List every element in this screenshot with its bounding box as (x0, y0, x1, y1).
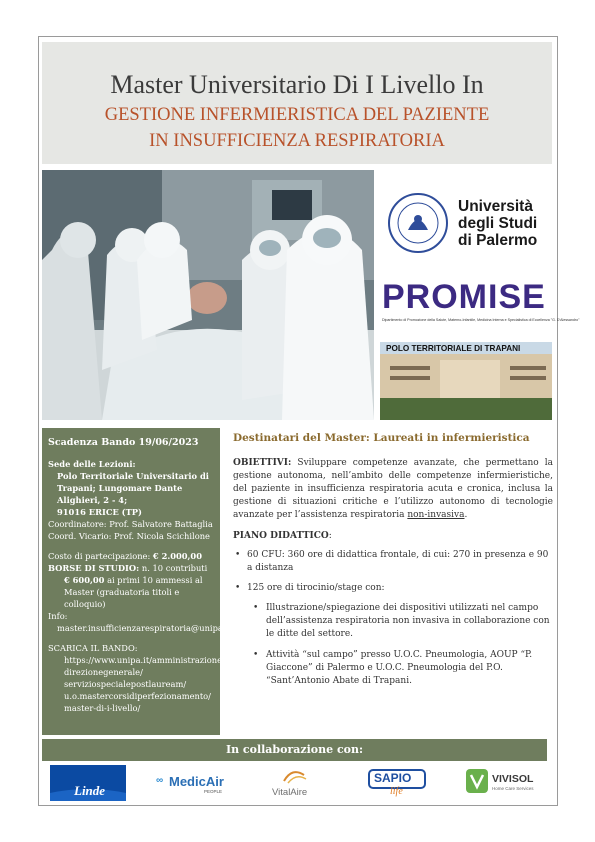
page-subtitle-line2: IN INSUFFICIENZA RESPIRATORIA (149, 131, 445, 151)
institution-logos (380, 170, 580, 420)
polo-trapani-photo (380, 342, 552, 420)
page-title: Master Universitario Di I Livello In (110, 70, 484, 99)
medicair-logo (156, 765, 226, 801)
sede-line-1: Polo Territoriale Universitario di (57, 471, 209, 481)
vivisol-logo-subtext: Home Care Services (492, 786, 534, 791)
bando-url-line-2[interactable]: direzionegenerale/ (64, 667, 143, 677)
bando-url-line-4[interactable]: u.o.mastercorsidiperfezionamento/ (64, 691, 211, 701)
promise-logo-text: PROMISE (382, 278, 546, 316)
borse-di-studio: BORSE DI STUDIO: n. 10 contributi (48, 563, 208, 573)
sede-line-2: Trapani; Lungomare Dante (57, 483, 183, 493)
obiettivi-paragraph: OBIETTIVI: Sviluppare competenze avanzate, che permettano la gestione autonoma, nell’ambito delle competenze infermieristiche, del paziente in insufficienza respiratoria acuta e cronica, inclusa la gestione di situazioni critiche e l’utilizzo autonomo di tecnologie avanzate per l’assistenza respiratoria non-invasiva. (233, 458, 553, 520)
medical-team-photo (42, 170, 374, 420)
vivisol-logo-text: VIVISOL (492, 773, 534, 785)
medicair-logo-subtext: PEOPLE (204, 789, 223, 794)
destinatari-heading: Destinatari del Master: Laureati in infermieristica (233, 432, 530, 444)
info-box (42, 428, 232, 735)
coordinatore: Coordinatore: Prof. Salvatore Battaglia (48, 519, 213, 529)
unipa-logo-text: Università degli Studi di Palermo (458, 198, 538, 249)
borse-amount: € 600,00 ai primi 10 ammessi al (64, 575, 203, 585)
linde-logo-text: Linde (74, 783, 106, 798)
medicair-logo-text: MedicAir (169, 774, 224, 789)
scarica-label: SCARICA IL BANDO: (48, 643, 138, 653)
sede-line-3: Alighieri, 2 - 4; (57, 495, 128, 505)
promise-logo (380, 278, 580, 328)
vitalaire-logo-text: VitalAire (272, 787, 308, 798)
bando-url-line-5[interactable]: master-di-i-livello/ (64, 703, 141, 713)
unipa-seal-icon (386, 192, 450, 254)
vivisol-logo (466, 765, 546, 801)
linde-logo (50, 765, 126, 801)
bullet-tirocinio: • 125 ore di tirocinio/stage con: (233, 582, 553, 595)
sede-label: Sede delle Lezioni: (48, 459, 136, 469)
collaboration-banner: In collaborazione con: (42, 739, 547, 761)
promise-logo-subtitle: Dipartimento di Promozione della Salute, Materno-Infantile, Medicina Interna e Specialistica di Eccellenza "G. D'Alessandro" (382, 318, 580, 322)
header-banner (42, 42, 552, 164)
bullet-cfu: • 60 CFU: 360 ore di didattica frontale, di cui: 270 in presenza e 90 a distanza (233, 549, 553, 575)
page-subtitle-line1: GESTIONE INFERMIERISTICA DEL PAZIENTE (104, 105, 490, 125)
deadline: Scadenza Bando 19/06/2023 (48, 437, 199, 448)
vitalaire-logo (270, 765, 318, 801)
info-label: Info: (48, 611, 68, 621)
vivisol-icon (466, 769, 488, 793)
sapio-logo-text: SAPIO (374, 771, 412, 785)
coord-vicario: Coord. Vicario: Prof. Nicola Scichilone (48, 531, 210, 541)
medicair-icon: ∞ (156, 775, 164, 786)
info-email-link[interactable]: master.insufficienzarespiratoria@unipa.it (57, 623, 232, 633)
sub-bullet-dispositivi: • Illustrazione/spiegazione dei dispositivi utilizzati nel campo dell’assistenza respiratoria non invasiva in collaborazione con le ditte del settore. (233, 602, 553, 641)
course-details (233, 432, 553, 696)
sapio-life-text: life (390, 786, 403, 797)
sapio-logo (368, 765, 426, 801)
borse-note: Master (graduatoria titoli e colloquio) (64, 587, 180, 609)
piano-didattico-heading: PIANO DIDATTICO: (233, 531, 332, 541)
bando-url-line-1[interactable]: https://www.unipa.it/amministrazione/ (64, 655, 225, 665)
sede-line-4: 91016 ERICE (TP) (57, 507, 142, 517)
bando-url-line-3[interactable]: serviziospecialepostlauream/ (64, 679, 187, 689)
unipa-logo (386, 192, 552, 254)
sub-bullet-sul-campo: • Attività “sul campo” presso U.O.C. Pneumologia, AOUP “P. Giaccone” di Palermo e U.O.C. Pneumologia del P.O. “Sant’Antonio Abate di Trapani. (233, 649, 553, 688)
vitalaire-swoosh-icon (270, 765, 318, 785)
polo-label: POLO TERRITORIALE DI TRAPANI (386, 344, 521, 353)
costo: Costo di partecipazione: € 2.000,00 (48, 551, 202, 561)
